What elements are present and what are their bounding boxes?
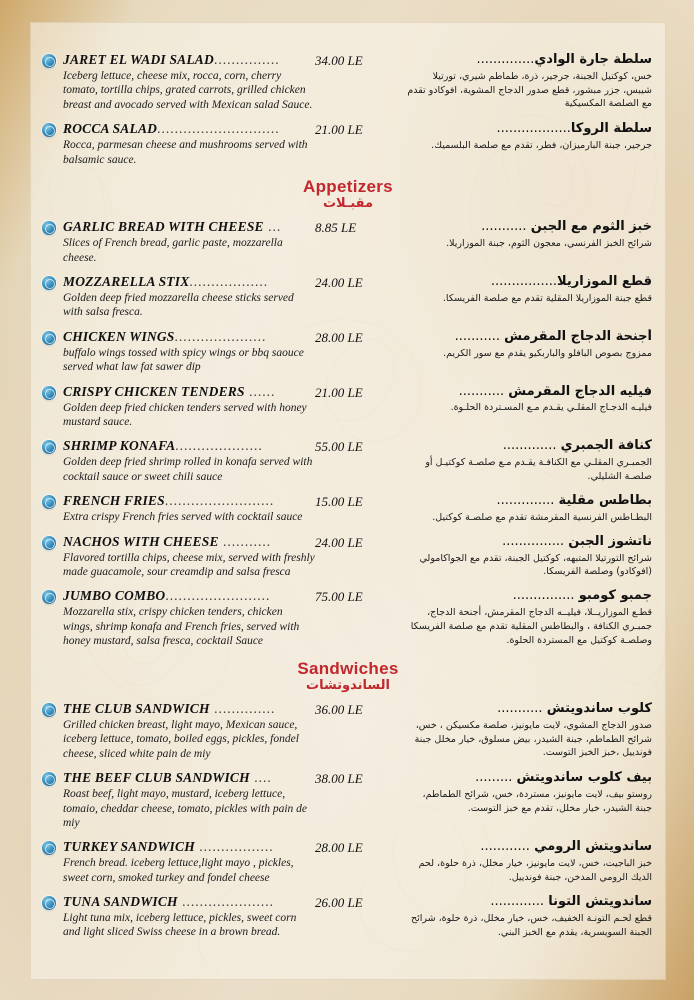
item-price: 26.00 LE xyxy=(315,895,363,911)
item-english xyxy=(63,52,315,112)
menu-item[interactable] xyxy=(42,894,654,940)
item-english xyxy=(63,839,315,885)
bullet-icon xyxy=(42,703,56,717)
item-desc-ar: ممزوج بصوص البافلو والباربكيو يقدم مع سور الكريم. xyxy=(443,347,652,359)
item-english xyxy=(63,493,315,524)
item-name-ar: ناتشوز الجبن ............... xyxy=(502,533,652,549)
item-desc-en: Golden deep fried shrimp rolled in konafa served with cocktail sauce or sweet chili sauce xyxy=(63,456,313,483)
item-price: 21.00 LE xyxy=(315,384,363,400)
item-english xyxy=(63,588,315,648)
item-price: 28.00 LE xyxy=(315,329,363,345)
bullet-icon xyxy=(42,896,56,910)
item-arabic xyxy=(407,121,654,153)
item-desc-en: buffalo wings tossed with spicy wings or bbq saouce served what law fat sawer dip xyxy=(63,346,304,374)
item-name-ar: خبز الثوم مع الجبن ........... xyxy=(481,219,652,235)
item-desc-en: French bread. iceberg lettuce,light mayo , pickles, sweet corn, smoked turkey and fondel cheese xyxy=(63,857,294,884)
item-price: 24.00 LE xyxy=(315,534,363,550)
menu-item[interactable] xyxy=(42,219,654,265)
item-name-ar: بيف كلوب ساندويتش ......... xyxy=(475,770,652,786)
item-desc-ar: شرائح الخبز الفرنسي، معجون الثوم، جبنة الموزاريلا. xyxy=(446,238,652,250)
item-name-en: ROCCA SALAD............................ xyxy=(63,121,280,137)
bullet-icon xyxy=(42,123,56,137)
item-price: 55.00 LE xyxy=(315,439,363,455)
bullet-icon xyxy=(42,221,56,235)
item-name-en: SHRIMP KONAFA.................... xyxy=(63,438,263,454)
menu-item[interactable] xyxy=(42,588,654,648)
item-desc-en: Mozzarella stix, crispy chicken tenders, chicken wings, shrimp konafa and French fries, served with honey mustard, salsa fresca, cocktail Sauce xyxy=(63,606,300,648)
item-arabic xyxy=(407,493,654,525)
menu-item[interactable] xyxy=(42,438,654,484)
menu-item[interactable] xyxy=(42,52,654,112)
menu-item[interactable] xyxy=(42,770,654,830)
bullet-icon xyxy=(42,54,56,68)
item-english xyxy=(63,438,315,484)
bullet-icon xyxy=(42,772,56,786)
bullet-icon xyxy=(42,440,56,454)
item-name-en: MOZZARELLA STIX.................. xyxy=(63,274,269,290)
section-heading-sandwiches xyxy=(42,659,654,695)
item-desc-ar: صدور الدجاج المشوي، لايت مايونيز، صلصة مكسيكن ، خس، شرائح الطماطم، جبنة الشيدر، بيض مسلوق، خيار مخلل جبنة فوندييل ،خبز الخبز التوست. xyxy=(414,719,652,759)
item-price: 75.00 LE xyxy=(315,589,363,605)
item-name-en: FRENCH FRIES......................... xyxy=(63,493,275,509)
item-desc-en: Grilled chicken breast, light mayo, Mexican sauce, iceberg lettuce, tomato, boiled eggs, pickles, fondel cheese, sliced white pain de miy xyxy=(63,719,299,760)
item-name-ar: أجنحة الدجاج المقرمش ........... xyxy=(454,328,652,344)
item-desc-en: Roast beef, light mayo, mustard, iceberg lettuce, tomaio, cheddar cheese, tomato, pickles with pain de miy xyxy=(63,788,308,829)
item-english xyxy=(63,534,315,580)
item-name-en: TURKEY SANDWICH ................. xyxy=(63,839,274,855)
bullet-icon xyxy=(42,386,56,400)
item-name-en: THE BEEF CLUB SANDWICH .... xyxy=(63,770,272,786)
menu-item[interactable] xyxy=(42,701,654,761)
item-price: 8.85 LE xyxy=(315,220,357,236)
item-desc-en: Extra crispy French fries served with cocktail sauce xyxy=(63,511,303,524)
item-name-ar: ساندويتش التونا ............. xyxy=(490,894,652,910)
item-price: 28.00 LE xyxy=(315,840,363,856)
item-desc-ar: الجمبـري المقلـي مع الكنافـة يقـدم مـع صلصـة كوكتيـل أو صلصـة الشليلي. xyxy=(425,457,652,482)
menu-item[interactable] xyxy=(42,384,654,430)
section-salads-continued xyxy=(42,52,654,167)
section-appetizers xyxy=(42,219,654,648)
item-arabic xyxy=(407,534,654,579)
item-desc-ar: خس، كوكتيل الجبنة، جرجير، ذرة، طماطم شيري، تورتيلا شيبس، جزر مبشور، قطع صدور الدجاج المشوية، افوكادو تقدم مع الصلصة المكسيكية xyxy=(407,70,652,110)
item-name-ar: كنافة الجمبري ............. xyxy=(502,438,652,454)
menu-item[interactable] xyxy=(42,493,654,525)
item-name-ar: جمبو كومبو ............... xyxy=(512,588,652,604)
item-desc-ar: البطـاطس الفرنسية المقرمشة تقدم مع صلصـة كوكتيل. xyxy=(432,511,652,523)
item-arabic xyxy=(407,770,654,815)
bullet-icon xyxy=(42,536,56,550)
item-arabic xyxy=(407,274,654,306)
item-desc-ar: شرائح التورتيلا المتبهه، كوكتيل الجبنة، تقدم مع الجواكامولي (افوكادو) وصلصة الفريسكا. xyxy=(419,552,652,578)
item-name-ar: قطع الموزاريلا................ xyxy=(490,274,652,290)
item-desc-ar: خبز الباجيت، خس، لايت مايونيز، خيار مخلل، ذرة حلوة، لحم الديك الرومي المدخن، جبنة فوندييل. xyxy=(418,858,652,883)
item-desc-ar: قطع جبنة الموزاريلا المقلية تقدم مع صلصة الفريسكا. xyxy=(442,292,652,304)
bullet-icon xyxy=(42,841,56,855)
item-arabic xyxy=(407,894,654,939)
item-arabic xyxy=(407,52,654,111)
item-name-ar: فيليه الدجاج المقرمش ........... xyxy=(458,383,652,399)
item-price: 36.00 LE xyxy=(315,702,363,718)
item-price: 21.00 LE xyxy=(315,122,363,138)
item-desc-en: Rocca, parmesan cheese and mushrooms served with balsamic sauce. xyxy=(63,139,308,166)
item-arabic xyxy=(407,839,654,884)
item-english xyxy=(63,121,315,167)
item-desc-ar: قطـع الموزاريــلا، فيليــه الدجاج المقرمش، أجنحة الدجاج، جمبـري الكنافة ، والبطاطس المقلية تقدم مع صلصة الفريسكا وصلصـة كوكتيل مع المستردة الحلوة. xyxy=(410,607,652,646)
item-price: 34.00 LE xyxy=(315,53,363,68)
item-name-ar: سلطة جارة الوادي.............. xyxy=(476,52,652,67)
item-english xyxy=(63,894,315,940)
item-english xyxy=(63,701,315,761)
item-english xyxy=(63,770,315,830)
item-name-en: TUNA SANDWICH ..................... xyxy=(63,894,275,910)
item-desc-en: Golden deep fried mozzarella cheese sticks served with salsa fresca. xyxy=(63,292,294,319)
item-english xyxy=(63,329,315,375)
menu-item[interactable] xyxy=(42,534,654,580)
item-arabic xyxy=(407,588,654,647)
item-name-en: THE CLUB SANDWICH .............. xyxy=(63,701,276,717)
menu-item[interactable] xyxy=(42,274,654,320)
item-arabic xyxy=(407,219,654,251)
item-name-ar: كلوب ساندويتش ........... xyxy=(497,701,652,717)
item-english xyxy=(63,384,315,430)
item-arabic xyxy=(407,701,654,760)
section-sandwiches xyxy=(42,701,654,940)
bullet-icon xyxy=(42,331,56,345)
bullet-icon xyxy=(42,590,56,604)
item-name-en: JARET EL WADI SALAD............... xyxy=(63,52,280,67)
item-name-ar: ساندويتش الرومي ............ xyxy=(480,839,652,855)
menu-item[interactable] xyxy=(42,329,654,375)
item-desc-ar: قطع لحـم التونـة الخفيف، خس، خيار مخلل، ذرة حلوة، شرائح الجبنة السويسرية، يقدم مع الخبز البني. xyxy=(410,912,652,938)
menu-item[interactable] xyxy=(42,121,654,167)
item-desc-en: Flavored tortilla chips, cheese mix, served with freshly made guacamole, sour creamdip and salsa fresca xyxy=(63,551,315,579)
menu-item[interactable] xyxy=(42,839,654,885)
item-desc-en: Slices of French bread, garlic paste, mozzarella cheese. xyxy=(63,237,283,264)
section-title-ar: مقبـلات xyxy=(322,196,374,212)
item-price: 15.00 LE xyxy=(315,494,363,510)
item-name-en: JUMBO COMBO........................ xyxy=(63,588,271,604)
item-price: 38.00 LE xyxy=(315,771,363,787)
item-name-en: CRISPY CHICKEN TENDERS ...... xyxy=(63,383,276,399)
item-name-ar: بطاطس مقلية .............. xyxy=(496,493,652,509)
item-arabic xyxy=(407,329,654,361)
bullet-icon xyxy=(42,495,56,509)
item-name-en: CHICKEN WINGS..................... xyxy=(63,328,267,344)
section-heading-appetizers xyxy=(42,177,654,213)
item-desc-ar: فيليـه الدجـاج المقلـي يقـدم مـع المسـتردة الحلـوة. xyxy=(450,402,652,414)
item-desc-ar: جرجير، جبنة البارميزان، فطر، تقدم مع صلصة البلسميك. xyxy=(431,140,652,152)
item-name-ar: سلطة الروكا.................. xyxy=(496,121,652,137)
item-arabic xyxy=(407,438,654,483)
bullet-icon xyxy=(42,276,56,290)
section-title-en: Sandwiches xyxy=(297,658,399,678)
item-desc-en: Golden deep fried chicken tenders served with honey mustard sauce. xyxy=(63,401,307,428)
item-english xyxy=(63,219,315,265)
item-desc-en: Iceberg lettuce, cheese mix, rocca, corn, cherry tomato, tortilla chips, grated carrots, grilled chicken breast and avocado served with Mexican salad Sauce. xyxy=(63,70,313,111)
item-desc-en: Light tuna mix, iceberg lettuce, pickles, sweet corn and light sliced Swiss cheese in a brown bread. xyxy=(63,912,297,939)
item-desc-ar: روستو بيف، لايت مايونيز، مستردة، خس، شرائح الطماطم، جبنة الشيدر، خيار مخلل، تقدم مع خبز التوست. xyxy=(422,789,652,814)
item-name-en: GARLIC BREAD WITH CHEESE ... xyxy=(63,219,282,235)
section-title-en: Appetizers xyxy=(303,176,393,196)
item-arabic xyxy=(407,384,654,416)
section-title-ar: الساندوتشات xyxy=(306,678,390,694)
item-price: 24.00 LE xyxy=(315,275,363,291)
item-name-en: NACHOS WITH CHEESE ........... xyxy=(63,533,272,549)
item-english xyxy=(63,274,315,320)
menu-content xyxy=(42,52,654,949)
